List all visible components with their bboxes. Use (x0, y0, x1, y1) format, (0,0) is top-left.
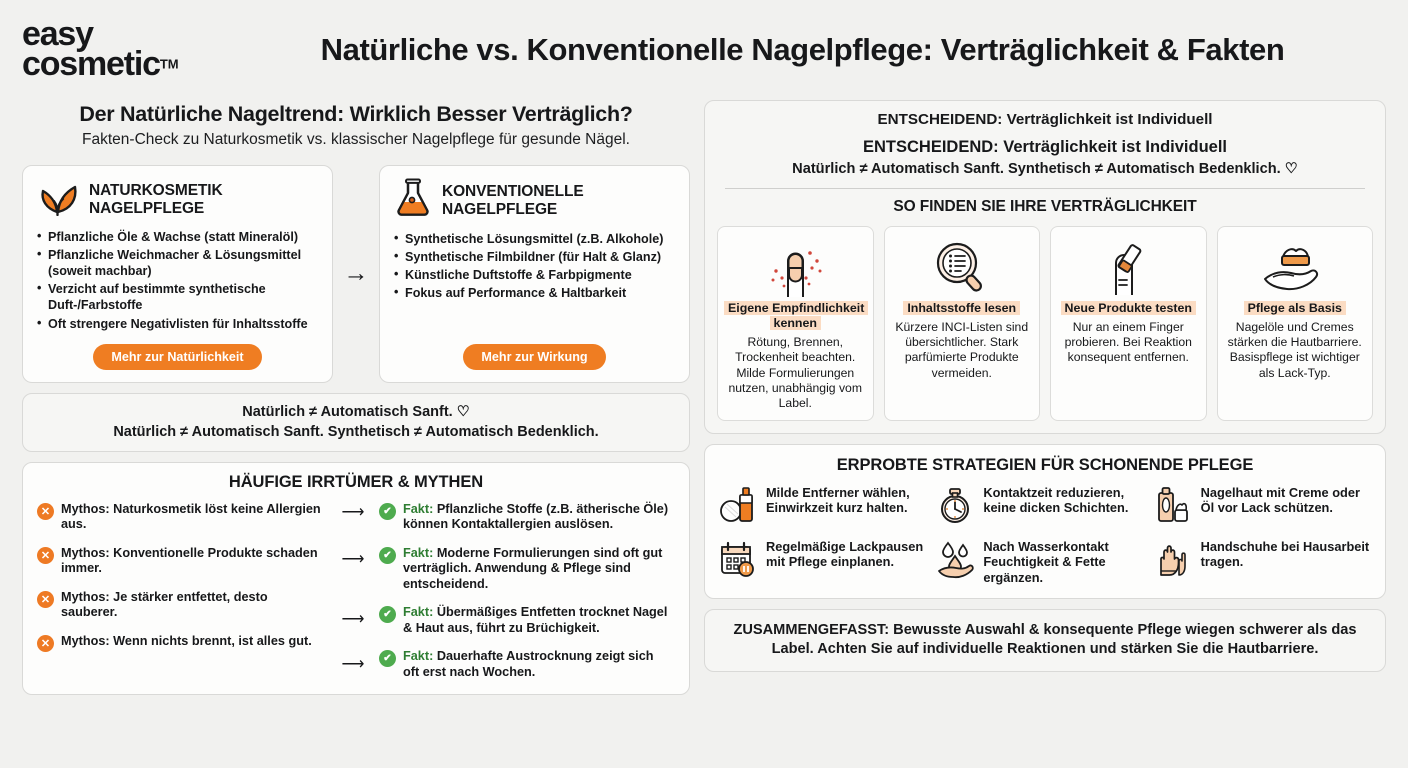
left-column (22, 100, 690, 695)
myths-section (22, 462, 690, 695)
list-item: • Verzicht auf bestimmte synthetische Duft-/Farbstoffe (37, 281, 318, 313)
flask-icon (394, 178, 432, 223)
myths-title: HÄUFIGE IRRTÜMER & MYTHEN (228, 472, 484, 491)
list-item: • Pflanzliche Weichmacher & Lösungsmittel (soweit machbar) (37, 247, 318, 279)
strategy-text: Kontaktzeit reduzieren, keine dicken Schichten. (983, 484, 1129, 516)
strategies-column (1154, 485, 1371, 586)
note-line-1: Natürlich ≠ Automatisch Sanft. ♡ (242, 403, 470, 420)
step-title: Neue Produkte testen (1061, 301, 1196, 316)
check-icon: ✔ (379, 650, 396, 667)
strategy-text: Nach Wasserkontakt Feuchtigkeit & Fette ergänzen. (983, 538, 1109, 586)
fact-text (403, 605, 671, 636)
finger-irritation-icon (760, 235, 830, 301)
card-naturkosmetik (22, 165, 333, 383)
step-text: Nur an einem Finger probieren. Bei Reaktion konsequent entfernen. (1064, 320, 1192, 365)
arrow-icon: ⟶ (341, 655, 365, 673)
myth-row (37, 502, 327, 533)
trademark-mark: TM (159, 56, 179, 72)
page-title: Natürliche vs. Konventionelle Nagelpflege: Verträglichkeit & Fakten (320, 32, 1285, 67)
list-item: • Synthetische Lösungsmittel (z.B. Alkohole) (394, 231, 675, 247)
strategy-text: Milde Entferner wählen, Einwirkzeit kurz halten. (766, 484, 910, 516)
step-card (884, 226, 1041, 421)
stopwatch-icon (936, 485, 974, 525)
card-naturkosmetik-header (37, 178, 318, 221)
hand-cream-icon (1255, 235, 1335, 301)
strategies-column (936, 485, 1153, 586)
check-icon: ✔ (379, 503, 396, 520)
brand-line-2: cosmetic (22, 45, 160, 83)
fact-text (403, 546, 671, 592)
step-title: Eigene Empfindlichkeit kennen (724, 301, 867, 331)
cross-icon: ✕ (37, 547, 54, 564)
nail-brush-test-icon (1096, 235, 1160, 301)
intro-heading: Der Natürliche Nageltrend: Wirklich Besser Verträglich? (79, 102, 633, 126)
myths-grid (37, 502, 675, 682)
strategy-item (936, 539, 1153, 586)
card-naturkosmetik-title: NATURKOSMETIK NAGELPFLEGE (89, 182, 223, 217)
myth-text: Mythos: Naturkosmetik löst keine Allergien aus. (61, 501, 321, 532)
intro-subheading: Fakten-Check zu Naturkosmetik vs. klassischer Nagelpflege für gesunde Nägel. (82, 131, 630, 148)
arrow-icon: ⟶ (341, 610, 365, 628)
card-konventionelle (379, 165, 690, 383)
hero-text-block (705, 101, 1385, 216)
fact-body: Moderne Formulierungen sind oft gut verträglich. Anwendung & Pflege sind entscheidend. (403, 545, 663, 591)
fact-body: Dauerhafte Austrocknung zeigt sich oft erst nach Wochen. (403, 649, 654, 679)
fact-body: Pflanzliche Stoffe (z.B. ätherische Öle) können Kontaktallergien auslösen. (403, 501, 669, 532)
fact-label: Fakt: (403, 649, 434, 664)
arrow-icon: ⟶ (341, 550, 365, 568)
step-card (717, 226, 874, 421)
myth-row (37, 590, 327, 621)
fact-label: Fakt: (403, 545, 434, 560)
fact-label: Fakt: (403, 605, 434, 620)
check-icon: ✔ (379, 547, 396, 564)
hero-line-1: ENTSCHEIDEND: Verträglichkeit ist Individuell (877, 111, 1213, 128)
list-item: • Fokus auf Performance & Haltbarkeit (394, 285, 675, 301)
myths-column (37, 502, 327, 682)
natural-note-band (22, 393, 690, 452)
strategies-title: ERPROBTE STRATEGIEN FÜR SCHONENDE PFLEGE (836, 455, 1254, 474)
card-konventionelle-header (394, 178, 675, 223)
hero-section-title: SO FINDEN SIE IHRE VERTRÄGLICHKEIT (893, 198, 1197, 215)
remover-bottle-pad-icon (719, 485, 757, 525)
compare-arrow: → (343, 259, 369, 288)
myth-arrow-column (327, 502, 379, 682)
strategies-column (719, 485, 936, 586)
cross-icon: ✕ (37, 635, 54, 652)
calendar-pause-icon (719, 539, 757, 579)
myth-row (37, 546, 327, 577)
columns (0, 100, 1408, 695)
myth-row (37, 634, 327, 652)
magnifier-list-icon (929, 235, 995, 301)
card-naturkosmetik-list (37, 229, 318, 334)
fact-row (379, 502, 671, 533)
list-item: • Synthetische Filmbildner (für Halt & Glanz) (394, 249, 675, 265)
list-item: • Künstliche Duftstoffe & Farbpigmente (394, 267, 675, 283)
step-text: Rötung, Brennen, Trockenheit beachten. Milde Formulierungen nutzen, unabhängig vom Label. (728, 335, 862, 410)
fact-text (403, 502, 671, 533)
fact-body: Übermäßiges Entfetten trocknet Nagel & Haut aus, führt zu Brüchigkeit. (403, 605, 668, 635)
list-item: • Pflanzliche Öle & Wachse (statt Mineralöl) (37, 229, 318, 245)
intro-block (22, 100, 690, 155)
gloves-icon (1154, 539, 1192, 579)
brand-logo (22, 15, 237, 83)
steps-row (705, 216, 1385, 433)
leaf-icon (37, 178, 79, 221)
strategy-item (1154, 539, 1371, 579)
step-title: Inhaltsstoffe lesen (903, 301, 1020, 316)
myth-text: Mythos: Wenn nichts brennt, ist alles gut. (61, 633, 312, 648)
strategy-text: Regelmäßige Lackpausen mit Pflege einplanen. (766, 538, 924, 570)
check-icon: ✔ (379, 606, 396, 623)
fact-text (403, 649, 671, 680)
more-wirkung-button[interactable]: Mehr zur Wirkung (463, 344, 605, 370)
hero-section (704, 100, 1386, 434)
hero-line-2: ENTSCHEIDEND: Verträglichkeit ist Individuell (863, 138, 1227, 156)
summary-text: ZUSAMMENGEFASST: Bewusste Auswahl & konsequente Pflege wiegen schwerer als das Label. Achten Sie auf individuelle Reaktionen und stärken Sie die Hautbarriere. (733, 621, 1357, 657)
myth-text: Mythos: Je stärker entfettet, desto sauberer. (61, 589, 268, 620)
myth-text: Mythos: Konventionelle Produkte schaden immer. (61, 545, 318, 576)
card-konventionelle-list (394, 231, 675, 303)
brand-line-1: easy (22, 15, 93, 54)
strategy-text: Nagelhaut mit Creme oder Öl vor Lack schützen. (1200, 484, 1360, 516)
divider (725, 188, 1365, 189)
right-column (704, 100, 1386, 695)
fact-row (379, 649, 671, 680)
more-naturlichkeit-button[interactable]: Mehr zur Natürlichkeit (93, 344, 261, 370)
strategy-item (719, 485, 936, 525)
card-konventionelle-title: KONVENTIONELLE NAGELPFLEGE (442, 183, 584, 218)
strategy-text: Handschuhe bei Hausarbeit tragen. (1200, 538, 1370, 570)
fact-row (379, 605, 671, 636)
fact-row (379, 546, 671, 592)
step-card (1050, 226, 1207, 421)
list-item: • Oft strengere Negativlisten für Inhaltsstoffe (37, 316, 318, 332)
comparison-row (22, 165, 690, 383)
water-drops-hand-icon (936, 539, 974, 579)
step-title: Pflege als Basis (1244, 301, 1346, 316)
cross-icon: ✕ (37, 503, 54, 520)
strategy-item (936, 485, 1153, 525)
step-card (1217, 226, 1374, 421)
cream-tube-icon (1154, 485, 1192, 525)
strategy-item (1154, 485, 1371, 525)
strategies-grid (719, 485, 1371, 586)
strategies-section (704, 444, 1386, 599)
fact-label: Fakt: (403, 501, 434, 516)
facts-column (379, 502, 671, 682)
header (0, 0, 1408, 100)
arrow-icon: ⟶ (341, 503, 365, 521)
cross-icon: ✕ (37, 591, 54, 608)
summary-band (704, 609, 1386, 672)
step-text: Kürzere INCI-Listen sind übersichtlicher. Stark parfümierte Produkte vermeiden. (895, 320, 1029, 380)
note-line-2: Natürlich ≠ Automatisch Sanft. Synthetisch ≠ Automatisch Bedenklich. (113, 423, 599, 440)
hero-line-3: Natürlich ≠ Automatisch Sanft. Synthetisch ≠ Automatisch Bedenklich. ♡ (792, 161, 1298, 177)
strategy-item (719, 539, 936, 579)
step-text: Nagelöle und Cremes stärken die Hautbarriere. Basispflege ist wichtiger als Lack-Typ. (1227, 320, 1362, 380)
